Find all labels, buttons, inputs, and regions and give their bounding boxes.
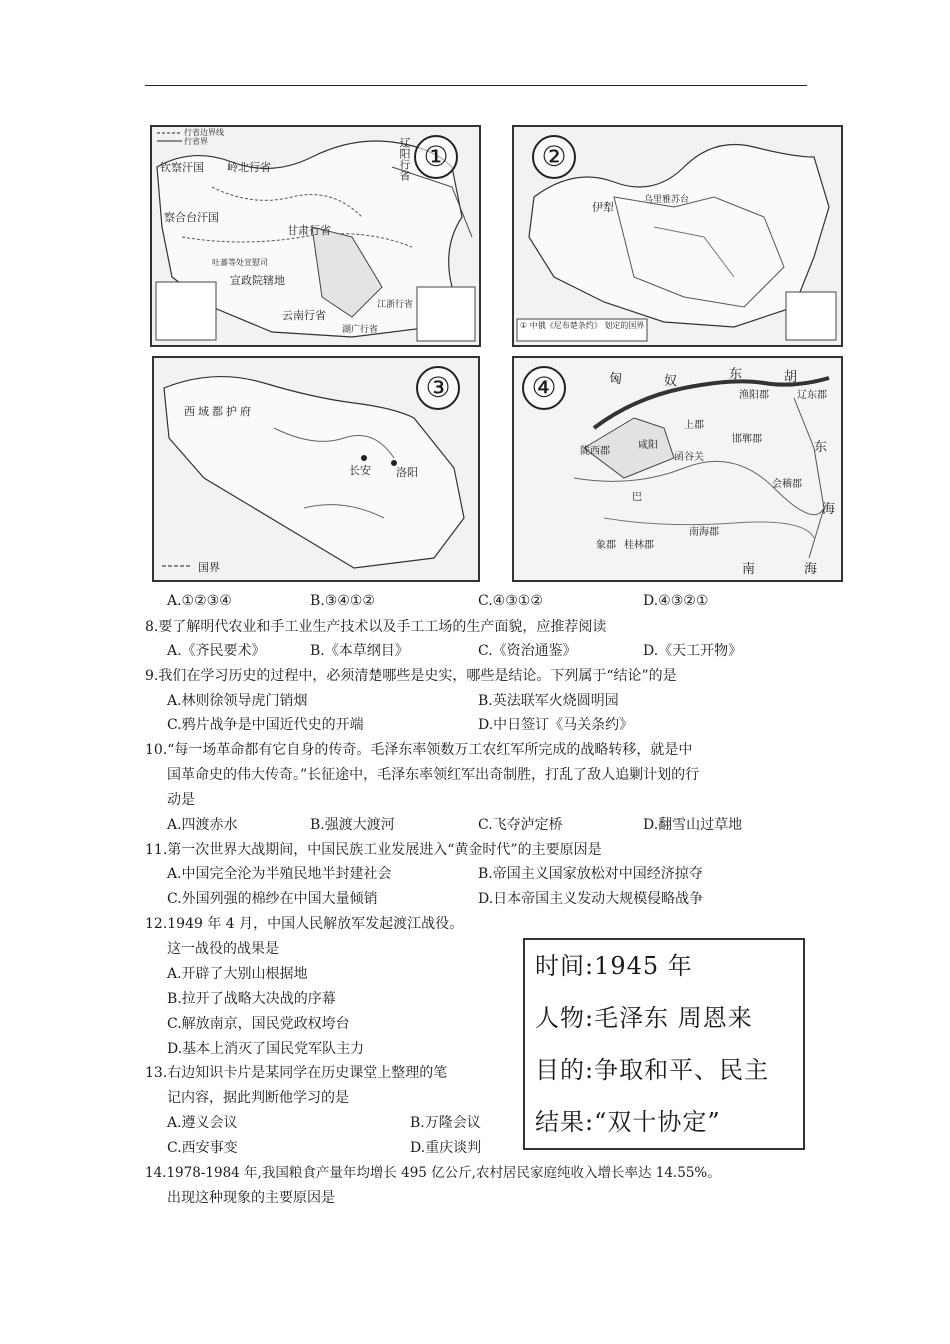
map-4-label: 会稽郡	[772, 479, 802, 490]
q12-stem-line-1: 12.1949 年 4 月，中国人民解放军发起渡江战役。	[145, 916, 464, 932]
map-3-legend: 国界	[198, 561, 220, 574]
map-qin-dynasty	[512, 356, 843, 582]
q12-option-a: A.开辟了大别山根据地	[167, 966, 308, 982]
q10-option-c: C.飞夺泸定桥	[478, 817, 563, 833]
map-1-label: 宣政院辖地	[230, 274, 285, 287]
q11-option-b: B.帝国主义国家放松对中国经济掠夺	[478, 866, 703, 882]
map-4-label: 奴	[664, 374, 678, 389]
q11-option-a: A.中国完全沦为半殖民地半封建社会	[167, 866, 392, 882]
map-1-label: 江浙行省	[377, 300, 414, 310]
q7-option-d: D.④③②①	[643, 593, 709, 609]
map-2-label: 乌里雅苏台	[644, 195, 690, 205]
q11-stem: 11.第一次世界大战期间，中国民族工业发展进入“黄金时代”的主要原因是	[145, 842, 602, 858]
q9-option-a: A.林则徐领导虎门销烟	[167, 693, 308, 709]
map-1-label: 湖广行省	[342, 325, 379, 335]
map-4-label: 邯郸郡	[732, 434, 762, 445]
q13-option-c: C.西安事变	[167, 1140, 238, 1156]
map-4-label: 桂林郡	[624, 540, 654, 551]
map-4-label: 海	[804, 562, 818, 577]
map-4-label: 胡	[784, 370, 798, 385]
map-3-label: 西域都护府	[184, 405, 254, 418]
map-4-label: 上郡	[684, 420, 704, 431]
map-1-label: 岭北行省	[227, 161, 271, 174]
q13-option-a: A.遵义会议	[167, 1115, 238, 1131]
map-1-label: 钦察汗国	[160, 161, 204, 174]
q10-option-b: B.强渡大渡河	[310, 817, 395, 833]
map-1-label: 吐蕃等处宣慰司	[212, 258, 268, 267]
map-1-label: 辽阳行省	[398, 137, 411, 181]
q8-option-a: A.《齐民要术》	[167, 643, 266, 659]
q10-option-d: D.翻雪山过草地	[643, 817, 743, 833]
q8-option-d: D.《天工开物》	[643, 643, 743, 659]
q8-option-c: C.《资治通鉴》	[478, 643, 577, 659]
map-1-label: 云南行省	[282, 309, 326, 322]
map-4-label: 南海郡	[689, 527, 719, 538]
q7-option-a: A.①②③④	[167, 593, 232, 609]
q9-option-c: C.鸦片战争是中国近代史的开端	[167, 717, 364, 733]
q13-stem-line-1: 13.右边知识卡片是某同学在历史课堂上整理的笔	[145, 1065, 448, 1081]
map-4-label: 巴	[632, 492, 642, 503]
q11-option-d: D.日本帝国主义发动大规模侵略战争	[478, 891, 704, 907]
q11-option-c: C.外国列强的棉纱在中国大量倾销	[167, 891, 378, 907]
map-3-label: 长安	[349, 464, 371, 477]
map-4-label: 咸阳	[638, 440, 658, 451]
map-4-label: 陇西郡	[580, 446, 610, 457]
q12-stem-line-2: 这一战役的战果是	[167, 941, 279, 957]
q9-stem: 9.我们在学习历史的过程中，必须清楚哪些是史实，哪些是结论。下列属于“结论”的是	[145, 668, 677, 684]
q12-option-d: D.基本上消灭了国民党军队主力	[167, 1041, 365, 1057]
map-2-note: ① 中俄《尼布楚条约》 划定的国界	[520, 321, 645, 330]
header-rule	[145, 85, 807, 86]
map-4-label: 象郡	[596, 540, 616, 551]
map-2-number: ②	[532, 135, 576, 179]
q9-option-b: B.英法联军火烧圆明园	[478, 693, 619, 709]
map-4-label: 匈	[609, 372, 623, 387]
map-4-label: 东	[814, 440, 828, 455]
map-1-label: 甘肃行省	[287, 224, 331, 237]
map-4-label: 东	[729, 367, 743, 382]
map-4-label: 辽东郡	[797, 390, 827, 401]
q10-stem-line-1: 10.“每一场革命都有它自身的传奇。毛泽东率领数万工农红军所完成的战略转移，就是中	[145, 742, 693, 758]
map-4-label: 函谷关	[674, 452, 704, 463]
knowledge-card	[523, 938, 805, 1150]
map-2-label: 伊犁	[592, 201, 614, 214]
map-1-label: 察合台汗国	[164, 211, 219, 224]
q10-stem-line-3: 动是	[167, 792, 195, 808]
map-4-label: 渔阳郡	[739, 390, 769, 401]
q14-stem-line-1: 14.1978-1984 年,我国粮食产量年均增长 495 亿公斤,农村居民家庭纯收入增长率达 14.55%。	[145, 1165, 721, 1181]
q7-option-c: C.④③①②	[478, 593, 543, 609]
map-yuan-dynasty	[150, 125, 481, 347]
map-3-number: ③	[416, 366, 460, 410]
card-time: 时间:1945 年	[535, 952, 693, 980]
map-1-legend-2: 行省界	[184, 137, 208, 146]
map-4-number: ④	[522, 366, 566, 410]
card-people: 人物:毛泽东 周恩来	[535, 1004, 753, 1032]
map-western-han	[152, 356, 480, 582]
map-1-legend-1: 行省边界线	[184, 128, 224, 137]
map-4-label: 海	[822, 502, 836, 517]
q8-stem: 8.要了解明代农业和手工业生产技术以及手工工场的生产面貌，应推荐阅读	[145, 619, 607, 635]
map-1-number: ①	[414, 135, 458, 179]
q13-stem-line-2: 记内容，据此判断他学习的是	[167, 1090, 349, 1106]
q7-option-b: B.③④①②	[310, 593, 375, 609]
q9-option-d: D.中日签订《马关条约》	[478, 717, 634, 733]
q10-option-a: A.四渡赤水	[167, 817, 238, 833]
q13-option-b: B.万隆会议	[410, 1115, 481, 1131]
map-4-label: 南	[742, 562, 756, 577]
q12-option-b: B.拉开了战略大决战的序幕	[167, 991, 336, 1007]
card-purpose: 目的:争取和平、民主	[535, 1056, 770, 1084]
map-3-label: 洛阳	[396, 466, 418, 479]
q12-option-c: C.解放南京，国民党政权垮台	[167, 1016, 350, 1032]
q8-option-b: B.《本草纲目》	[310, 643, 409, 659]
q14-stem-line-2: 出现这种现象的主要原因是	[167, 1190, 335, 1206]
map-qing-dynasty	[512, 125, 843, 347]
card-result: 结果:“双十协定”	[535, 1108, 721, 1136]
q13-option-d: D.重庆谈判	[410, 1140, 482, 1156]
q10-stem-line-2: 国革命史的伟大传奇。”长征途中，毛泽东率领红军出奇制胜，打乱了敌人追剿计划的行	[167, 767, 700, 783]
